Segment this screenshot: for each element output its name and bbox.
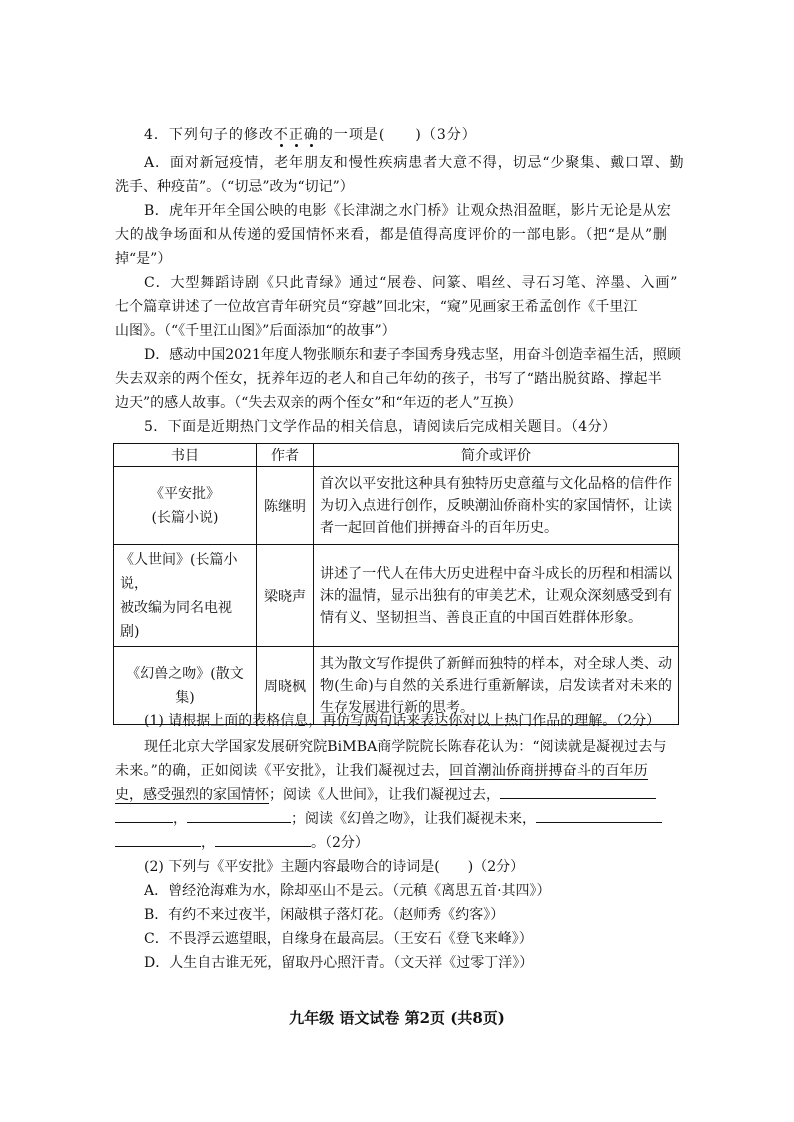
q4-option-b-cont2: 掉“是”）	[115, 251, 172, 267]
answer-blank[interactable]	[215, 832, 311, 847]
q4-option-d: D．感动中国2021年度人物张顺东和妻子李国秀身残志坚，用奋斗创造幸福生活，照顾	[144, 347, 681, 363]
author-cell: 陈继明	[257, 467, 314, 545]
dotted-char: 正	[288, 127, 304, 143]
answer-blank[interactable]	[500, 784, 656, 799]
book-cell: 《人世间》(长篇小说， 被改编为同名电视剧)	[114, 545, 257, 647]
q4-stem: 4．下列句子的修改不正确的一项是( )（3分）	[144, 127, 477, 143]
q5-sub1-line4: ， ；阅读《幻兽之吻》，让我们凝视未来，	[115, 808, 662, 830]
q5-sub2-option-c: C．不畏浮云遮望眼，自缘身在最高层。（王安石《登飞来峰》）	[144, 931, 533, 947]
answer-blank[interactable]	[115, 832, 201, 847]
q5-sub2-prompt: (2) 下列与《平安批》主题内容最吻合的诗词是( )（2分）	[144, 859, 525, 875]
table-header-row	[114, 444, 679, 467]
q5-sub2-option-d: D．人生自古谁无死，留取丹心照汗青。（文天祥《过零丁洋》）	[144, 955, 534, 971]
q5-sub1-line1: 现任北京大学国家发展研究院BiMBA商学院院长陈春花认为：“阅读就是凝视过去与	[144, 739, 667, 755]
header-book: 书目	[114, 444, 257, 467]
book-cell: 《平安批》 (长篇小说)	[114, 467, 257, 545]
dotted-char: 不	[273, 127, 289, 143]
table-row	[114, 467, 679, 545]
author-cell: 周晓枫	[257, 647, 314, 725]
desc-cell: 讲述了一代人在伟大历史进程中奋斗成长的历程和相濡以沫的温情，显示出独有的审美艺术，让观众深刻感受到有情有义、坚韧担当、善良正直的中国百姓群体形象。	[314, 545, 679, 647]
q5-sub1-line3: 史，感受强烈的家国情怀；阅读《人世间》，让我们凝视过去，	[115, 784, 656, 806]
q4-option-c-cont: 七个篇章讲述了一位故宫青年研究员“穿越”回北宋，“窥”见画家王希孟创作《千里江	[115, 299, 638, 315]
header-desc: 简介或评价	[314, 444, 679, 467]
q4-option-a: A．面对新冠疫情，老年朋友和慢性疾病患者大意不得，切忌“少聚集、戴口罩、勤	[144, 155, 685, 171]
answer-blank[interactable]	[187, 808, 291, 823]
q5-sub2-option-b: B．有约不来过夜半，闲敲棋子落灯花。（赵师秀《约客》）	[144, 907, 505, 923]
q4-option-d-cont: 失去双亲的两个侄女，抚养年迈的老人和自己年幼的孩子，书写了“踏出脱贫路、撑起半	[115, 371, 662, 387]
q4-option-d-cont2: 边天”的感人故事。（“失去双亲的两个侄女”和“年迈的老人”互换）	[115, 395, 522, 411]
page-footer: 九年级 语文试卷 第2页 (共8页)	[289, 1009, 505, 1027]
q4-option-c: C．大型舞蹈诗剧《只此青绿》通过“展卷、问篆、唱丝、寻石习笔、淬墨、入画”	[144, 275, 679, 291]
desc-cell: 首次以平安批这种具有独特历史意蕴与文化品格的信件作为切入点进行创作，反映潮汕侨商朴实的家国情怀，让读者一起回首他们拼搏奋斗的百年历史。	[314, 467, 679, 545]
table-row	[114, 545, 679, 647]
q4-option-a-cont: 洗手、种疫苗”。（“切忌”改为“切记”）	[115, 179, 354, 195]
answer-blank[interactable]	[536, 808, 662, 823]
q5-sub1-line5: ， 。（2分）	[115, 832, 369, 854]
q4-option-b: B．虎年开年全国公映的电影《长津湖之水门桥》让观众热泪盈眶，影片无论是从宏	[144, 203, 672, 219]
book-cell: 《幻兽之吻》(散文集)	[114, 647, 257, 725]
q5-sub2-option-a: A．曾经沧海难为水，除却巫山不是云。（元稹《离思五首·其四》）	[144, 883, 551, 899]
q4-option-b-cont: 大的战争场面和从传递的爱国情怀来看，都是值得高度评价的一部电影。（把“是从”删	[115, 227, 668, 243]
q5-sub1-prompt: (1) 请根据上面的表格信息，再仿写两句话来表达你对以上热门作品的理解。（2分）	[144, 713, 661, 729]
works-info-table	[113, 443, 679, 725]
header-author: 作者	[257, 444, 314, 467]
dotted-char: 确	[303, 127, 319, 143]
desc-cell: 其为散文写作提供了新鲜而独特的样本，对全球人类、动物(生命)与自然的关系进行重新解读，启发读者对未来的生存发展进行新的思考。	[314, 647, 679, 725]
underlined-example: 回首潮汕侨商拼搏奋斗的百年历	[449, 763, 648, 779]
underlined-example: 史，感受强烈的家国情怀	[115, 787, 269, 803]
q4-option-c-cont2: 山图》。（“《千里江山图》”后面添加“的故事”）	[115, 323, 396, 339]
answer-blank[interactable]	[115, 808, 173, 823]
q5-sub1-line2: 未来。”的确，正如阅读《平安批》，让我们凝视过去，回首潮汕侨商拼搏奋斗的百年历	[115, 763, 648, 779]
author-cell: 梁晓声	[257, 545, 314, 647]
q5-stem: 5．下面是近期热门文学作品的相关信息，请阅读后完成相关题目。（4分）	[144, 419, 617, 435]
